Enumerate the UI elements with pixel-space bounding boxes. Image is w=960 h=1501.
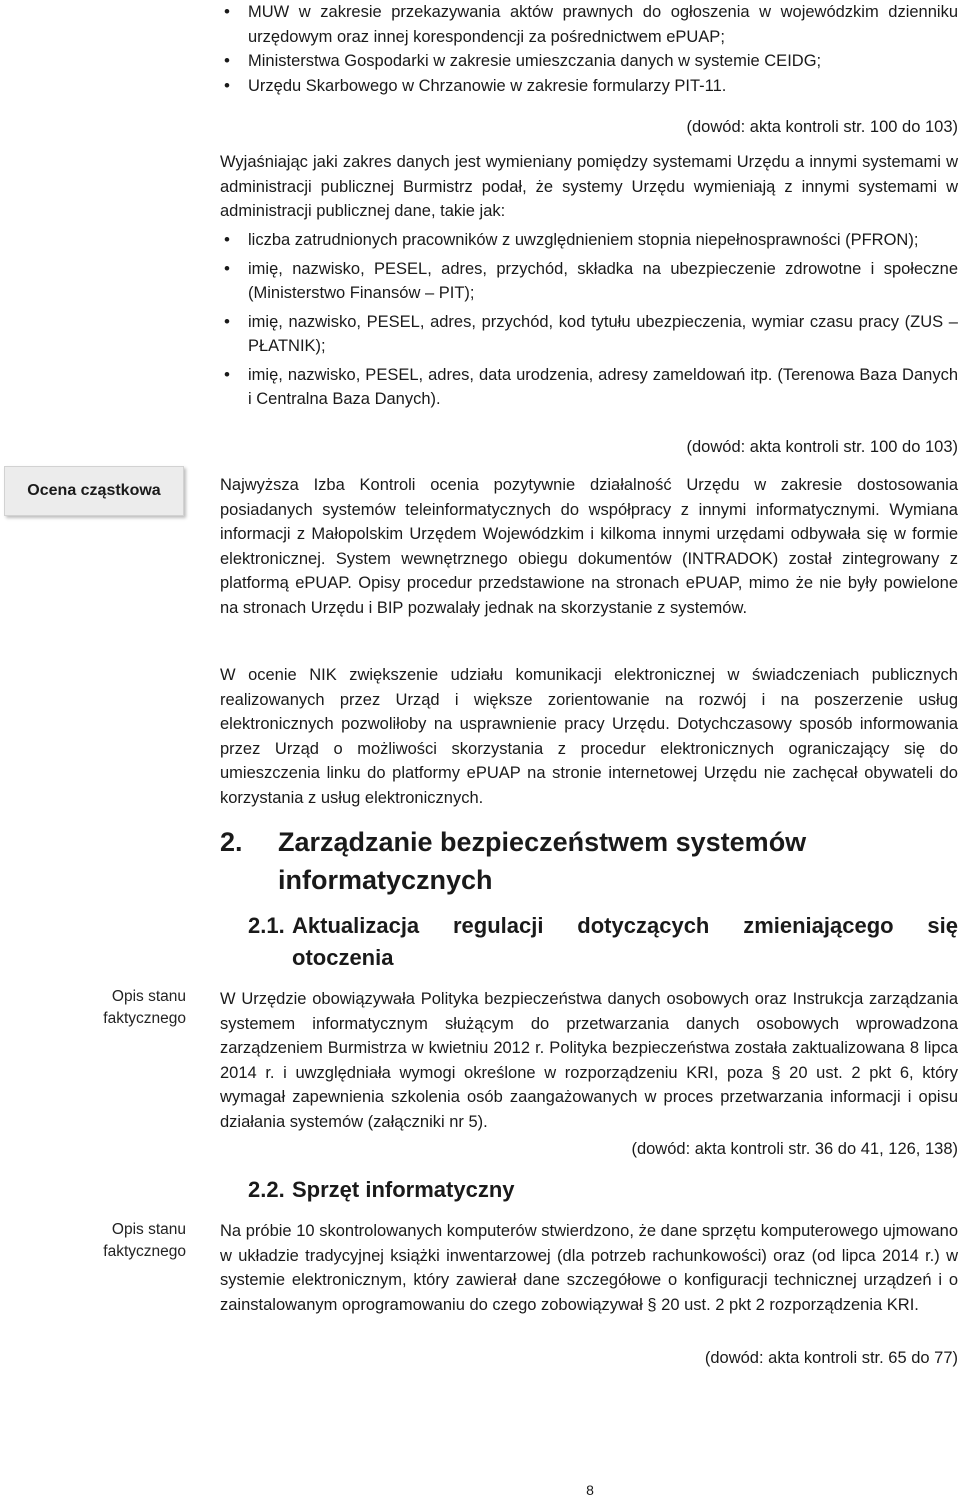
evidence-reference: (dowód: akta kontroli str. 65 do 77)	[704, 1349, 958, 1367]
list-item: • imię, nazwisko, PESEL, adres, przychód, składka na ubezpieczenie zdrowotne i społeczne (Ministerstwo Finansów – PIT);	[220, 257, 958, 306]
paragraph-nik-assessment: Najwyższa Izba Kontroli ocenia pozytywnie działalność Urzędu w zakresie dostosowania posiadanych systemów teleinformatycznych do współpracy z innymi informatycznymi. Wymiana informacji z Małopolskim Urzędem Wojewódzkim i kilkoma innymi urzędami odbywała się w formie elektronicznej. System wewnętrznego obiegu dokumentów (INTRADOK) został zintegrowany z platformą ePUAP. Opisy procedur przedstawione na stronach ePUAP, mimo że nie były powielone na stronach Urzędu i BIP pozwalały jednak na skorzystanie z systemów.	[220, 476, 958, 617]
section-heading-2: 2. Zarządzanie bezpieczeństwem systemów informatycznych	[220, 827, 807, 895]
paragraph-hardware: Na próbie 10 skontrolowanych komputerów stwierdzono, że dane sprzętu komputerowego ujmowano w układzie tradycyjnej książki inwentarzowej (dla potrzeb rachunkowości) oraz (od lipca 2014 r.) w systemie elektronicznym, który zawierał dane szczegółowe o konfiguracji technicznej urządzeń i o zainstalowanym oprogramowaniu do czego zobowiązywał § 20 ust. 2 pkt 2 rozporządzenia KRI.	[220, 1222, 958, 1314]
evidence-reference: (dowód: akta kontroli str. 36 do 41, 126, 138)	[631, 1140, 958, 1158]
list-item: • imię, nazwisko, PESEL, adres, przychód, kod tytułu ubezpieczenia, wymiar czasu pracy (ZUS – PŁATNIK);	[220, 310, 958, 359]
section-heading-2-2: 2.2. Sprzęt informatyczny	[248, 1177, 515, 1202]
paragraph-security-policy: W Urzędzie obowiązywała Polityka bezpieczeństwa danych osobowych oraz Instrukcja zarządzania systemem informatycznym służącym do przetwarzania danych osobowych wprowadzona zarządzeniem Burmistrza w kwietniu 2012 r. Polityka bezpieczeństwa została zaktualizowana 8 lipca 2014 r. i uwzględniała wymogi określone w rozporządzeniu KRI, poza § 20 ust. 2 pkt 6, który wymagał zapewnienia szkolenia osób zaangażowanych w proces przetwarzania informacji i opisu działania systemów (załączniki nr 5).	[220, 990, 958, 1131]
opis-stanu-label: Opis stanu faktycznego	[103, 988, 186, 1027]
list-item: • MUW w zakresie przekazywania aktów prawnych do ogłoszenia w wojewódzkim dzienniku urzędowym oraz innej korespondencji za pośrednictwem ePUAP;	[220, 0, 958, 49]
data-bullet-list	[220, 228, 958, 412]
list-item: • imię, nazwisko, PESEL, adres, data urodzenia, adresy zameldowań itp. (Terenowa Baza Danych i Centralna Baza Danych).	[220, 363, 958, 412]
list-item: • liczba zatrudnionych pracowników z uwzględnieniem stopnia niepełnosprawności (PFRON);	[220, 228, 958, 253]
opis-stanu-label: Opis stanu faktycznego	[103, 1221, 186, 1260]
evidence-reference: (dowód: akta kontroli str. 100 do 103)	[686, 438, 958, 456]
section-heading-2-1: 2.1. Aktualizacja regulacji dotyczących zmieniającego się otoczenia	[248, 913, 958, 970]
top-bullet-list	[220, 0, 958, 98]
ocena-czastkowa-label: Ocena cząstkowa	[4, 466, 184, 516]
evidence-reference: (dowód: akta kontroli str. 100 do 103)	[686, 118, 958, 136]
page-number: 8	[586, 1482, 594, 1498]
list-item: • Ministerstwa Gospodarki w zakresie umieszczania danych w systemie CEIDG;	[220, 49, 958, 74]
list-item: • Urzędu Skarbowego w Chrzanowie w zakresie formularzy PIT-11.	[220, 74, 958, 99]
paragraph-data-exchange: Wyjaśniając jaki zakres danych jest wymieniany pomiędzy systemami Urzędu a innymi systemami w administracji publicznej Burmistrz podał, że systemy Urzędu wymieniają z innymi systemami w administracji publicznej dane, takie jak:	[220, 153, 958, 220]
paragraph-nik-opinion: W ocenie NIK zwiększenie udziału komunikacji elektronicznej w świadczeniach publicznych realizowanych przez Urząd i większe zorientowanie na rozwój i na poszerzenie usług elektronicznych pozwoliłoby na usprawnienie pracy Urzędu. Dotychczasowy sposób informowania przez Urząd o możliwości skorzystania z procedur elektronicznych ograniczający się do umieszczenia linku do platformy ePUAP na stronie internetowej Urzędu nie zachęcał obywateli do korzystania z usług elektronicznych.	[220, 666, 958, 807]
